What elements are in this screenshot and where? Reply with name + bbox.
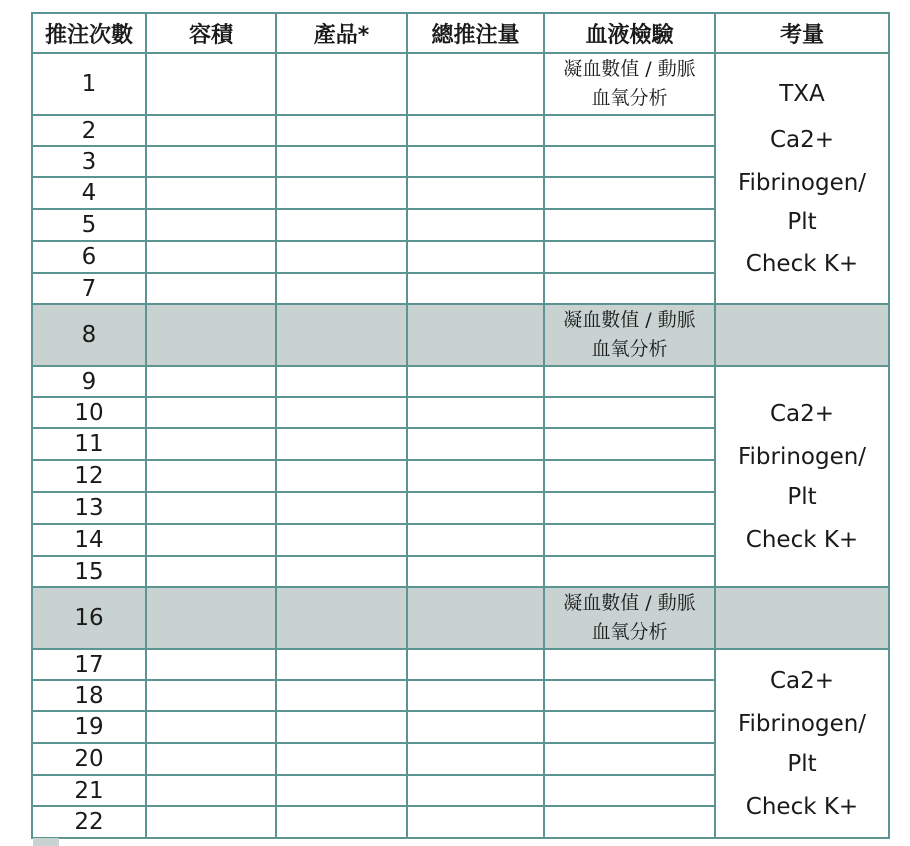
- header-product: 產品*: [276, 13, 407, 53]
- blood-test-cell[interactable]: [544, 366, 715, 397]
- product-cell[interactable]: [276, 524, 407, 556]
- considerations-cell: [715, 366, 889, 587]
- lab-test-line-2: 血氧分析: [591, 621, 668, 643]
- lab-test-line-1: 凝血數值 / 動脈: [563, 58, 696, 80]
- total-volume-cell[interactable]: [407, 524, 544, 556]
- blood-test-cell[interactable]: [544, 115, 715, 146]
- product-cell[interactable]: [276, 680, 407, 711]
- dose-number: 12: [32, 460, 146, 492]
- transfusion-protocol-table: [31, 12, 890, 839]
- volume-cell[interactable]: [146, 209, 276, 241]
- total-volume-cell[interactable]: [407, 53, 544, 115]
- dose-number: 11: [32, 428, 146, 460]
- blood-test-cell[interactable]: [544, 397, 715, 428]
- blood-test-cell[interactable]: [544, 649, 715, 680]
- volume-cell[interactable]: [146, 680, 276, 711]
- total-volume-cell[interactable]: [407, 366, 544, 397]
- volume-cell[interactable]: [146, 492, 276, 524]
- considerations-cell: [715, 53, 889, 304]
- product-cell[interactable]: [276, 587, 407, 649]
- volume-cell[interactable]: [146, 460, 276, 492]
- lab-test-line-1: 凝血數值 / 動脈: [563, 592, 696, 614]
- dose-number: 22: [32, 806, 146, 838]
- total-volume-cell[interactable]: [407, 711, 544, 743]
- dose-number: 5: [32, 209, 146, 241]
- total-volume-cell[interactable]: [407, 146, 544, 177]
- volume-cell[interactable]: [146, 273, 276, 304]
- product-cell[interactable]: [276, 273, 407, 304]
- consideration-item: Check K+: [745, 250, 859, 277]
- volume-cell[interactable]: [146, 711, 276, 743]
- consideration-item: Ca2+: [769, 667, 835, 694]
- blood-test-cell[interactable]: [544, 241, 715, 273]
- total-volume-cell[interactable]: [407, 428, 544, 460]
- volume-cell[interactable]: [146, 177, 276, 209]
- volume-cell[interactable]: [146, 743, 276, 775]
- dose-number: 3: [32, 146, 146, 177]
- product-cell[interactable]: [276, 53, 407, 115]
- blood-test-cell[interactable]: [544, 273, 715, 304]
- consideration-item: Fibrinogen/: [737, 710, 867, 737]
- header-blood-test: 血液檢驗: [544, 13, 715, 53]
- dose-number: 19: [32, 711, 146, 743]
- blood-test-cell: [544, 587, 715, 649]
- total-volume-cell[interactable]: [407, 177, 544, 209]
- blood-test-cell[interactable]: [544, 177, 715, 209]
- table-row-highlighted: [32, 304, 889, 366]
- blood-test-cell[interactable]: [544, 775, 715, 806]
- volume-cell[interactable]: [146, 556, 276, 587]
- consideration-item: Plt: [787, 208, 817, 235]
- total-volume-cell[interactable]: [407, 649, 544, 680]
- product-cell[interactable]: [276, 711, 407, 743]
- dose-number: 21: [32, 775, 146, 806]
- consideration-item: Check K+: [745, 793, 859, 820]
- product-cell[interactable]: [276, 649, 407, 680]
- header-dose-count: 推注次數: [32, 13, 146, 53]
- consideration-item: Check K+: [745, 526, 859, 553]
- header-volume: 容積: [146, 13, 276, 53]
- consideration-item: Fibrinogen/: [737, 169, 867, 196]
- header-total-volume: 總推注量: [407, 13, 544, 53]
- volume-cell[interactable]: [146, 428, 276, 460]
- total-volume-cell[interactable]: [407, 806, 544, 838]
- header-row: [32, 13, 889, 53]
- blood-test-cell[interactable]: [544, 460, 715, 492]
- considerations-cell-empty: [715, 304, 889, 366]
- total-volume-cell[interactable]: [407, 304, 544, 366]
- total-volume-cell[interactable]: [407, 273, 544, 304]
- product-cell[interactable]: [276, 397, 407, 428]
- total-volume-cell[interactable]: [407, 492, 544, 524]
- volume-cell[interactable]: [146, 649, 276, 680]
- product-cell[interactable]: [276, 460, 407, 492]
- consideration-item: Ca2+: [769, 126, 835, 153]
- table-row: [32, 53, 889, 115]
- dose-number: 4: [32, 177, 146, 209]
- total-volume-cell[interactable]: [407, 743, 544, 775]
- table-row-highlighted: [32, 587, 889, 649]
- blood-test-cell: [544, 304, 715, 366]
- volume-cell[interactable]: [146, 524, 276, 556]
- product-cell[interactable]: [276, 806, 407, 838]
- dose-number: 20: [32, 743, 146, 775]
- blood-test-cell[interactable]: [544, 209, 715, 241]
- lab-test-line-2: 血氧分析: [591, 338, 668, 360]
- blood-test-cell[interactable]: [544, 711, 715, 743]
- product-cell[interactable]: [276, 304, 407, 366]
- dose-number: 16: [32, 587, 146, 649]
- volume-cell[interactable]: [146, 366, 276, 397]
- blood-test-cell[interactable]: [544, 492, 715, 524]
- blood-test-cell[interactable]: [544, 146, 715, 177]
- consideration-item: Fibrinogen/: [737, 443, 867, 470]
- dose-number: 10: [32, 397, 146, 428]
- product-cell[interactable]: [276, 556, 407, 587]
- blood-test-cell[interactable]: [544, 680, 715, 711]
- product-cell[interactable]: [276, 775, 407, 806]
- dose-number: 14: [32, 524, 146, 556]
- blood-test-cell[interactable]: [544, 524, 715, 556]
- consideration-item: Ca2+: [769, 400, 835, 427]
- blood-test-cell[interactable]: [544, 556, 715, 587]
- considerations-cell-empty: [715, 587, 889, 649]
- total-volume-cell[interactable]: [407, 397, 544, 428]
- dose-number: 7: [32, 273, 146, 304]
- blood-test-cell[interactable]: [544, 743, 715, 775]
- product-cell[interactable]: [276, 428, 407, 460]
- product-cell[interactable]: [276, 366, 407, 397]
- lab-test-line-2: 血氧分析: [591, 87, 668, 109]
- volume-cell[interactable]: [146, 806, 276, 838]
- total-volume-cell[interactable]: [407, 775, 544, 806]
- product-cell[interactable]: [276, 146, 407, 177]
- product-cell[interactable]: [276, 743, 407, 775]
- blood-test-cell[interactable]: [544, 428, 715, 460]
- dose-number: 6: [32, 241, 146, 273]
- header-considerations: 考量: [715, 13, 889, 53]
- volume-cell[interactable]: [146, 53, 276, 115]
- dose-number: 9: [32, 366, 146, 397]
- volume-cell[interactable]: [146, 775, 276, 806]
- blood-test-cell[interactable]: [544, 806, 715, 838]
- consideration-item: Plt: [787, 750, 817, 777]
- total-volume-cell[interactable]: [407, 460, 544, 492]
- volume-cell[interactable]: [146, 587, 276, 649]
- product-cell[interactable]: [276, 209, 407, 241]
- product-cell[interactable]: [276, 177, 407, 209]
- total-volume-cell[interactable]: [407, 680, 544, 711]
- volume-cell[interactable]: [146, 115, 276, 146]
- legend-swatch: [33, 838, 59, 846]
- product-cell[interactable]: [276, 492, 407, 524]
- consideration-item: TXA: [779, 80, 825, 107]
- dose-number: 1: [32, 53, 146, 115]
- total-volume-cell[interactable]: [407, 209, 544, 241]
- dose-number: 18: [32, 680, 146, 711]
- total-volume-cell[interactable]: [407, 241, 544, 273]
- dose-number: 2: [32, 115, 146, 146]
- dose-number: 8: [32, 304, 146, 366]
- total-volume-cell[interactable]: [407, 587, 544, 649]
- volume-cell[interactable]: [146, 146, 276, 177]
- dose-number: 13: [32, 492, 146, 524]
- dose-number: 17: [32, 649, 146, 680]
- table-row: [32, 366, 889, 397]
- total-volume-cell[interactable]: [407, 115, 544, 146]
- blood-test-cell: [544, 53, 715, 115]
- product-cell[interactable]: [276, 115, 407, 146]
- consideration-item: Plt: [787, 483, 817, 510]
- dose-number: 15: [32, 556, 146, 587]
- considerations-cell: [715, 649, 889, 838]
- total-volume-cell[interactable]: [407, 556, 544, 587]
- lab-test-line-1: 凝血數值 / 動脈: [563, 309, 696, 331]
- table-row: [32, 649, 889, 680]
- volume-cell[interactable]: [146, 397, 276, 428]
- volume-cell[interactable]: [146, 241, 276, 273]
- volume-cell[interactable]: [146, 304, 276, 366]
- product-cell[interactable]: [276, 241, 407, 273]
